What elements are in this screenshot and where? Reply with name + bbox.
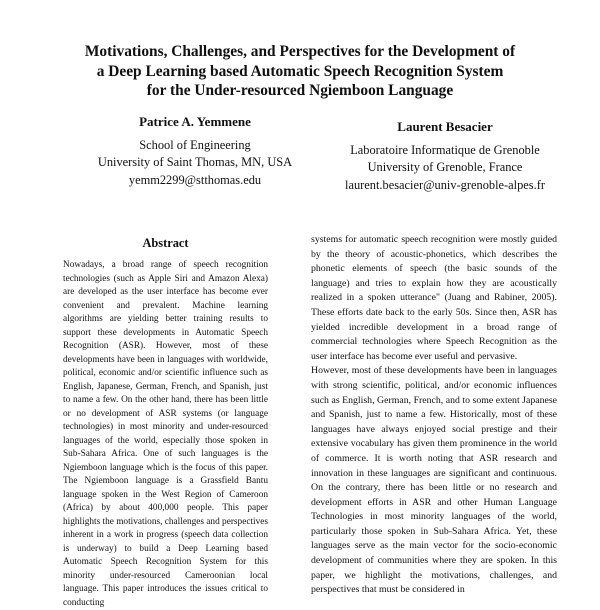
author-email: laurent.besacier@univ-grenoble-alpes.fr [345,177,545,192]
author-affiliation: Laboratoire Informatique de Grenoble [350,142,540,157]
paper-title-line-3: for the Under-resourced Ngiemboon Language [146,82,454,99]
body-paragraph-1: systems for automatic speech recognition were mostly guided by the theory of acoustic-phonetics, which describes the phonetic elements of speech (the basic sounds of the language) and tries to explain how they are acoustically realized in a spoken utterance" (Juang and Rabiner, 2005). These efforts date back to the early 50s. Since then, ASR has yielded incredible development in a broad range of commercial technologies where Speech Recognition as the user interface has become ever useful and pervasive. [311,234,557,362]
author-affiliation: School of Engineering [139,137,251,152]
author-name: Laurent Besacier [397,119,493,134]
paper-title [40,42,560,101]
author-affiliation: University of Saint Thomas, MN, USA [97,155,293,169]
abstract-column [63,236,268,610]
abstract-text: Nowadays, a broad range of speech recognition technologies (such as Apple Siri and Amazon Alexa) are developed as the user interface has become ever convenient and prevalent. Machine learning algorithms are yielding better training results to support these developments in Automatic Speech Recognition (ASR). However, most of these developments have been in languages with worldwide, political, economic and/or scientific influence such as English, Japanese, German, French, and Spanish, just to name a few. On the other hand, there has been little or no development of ASR systems (or language technologies) in most minority and under-resourced languages of the world, especially those spoken in Sub-Sahara Africa. One of such languages is the Ngiemboon language which is the focus of this paper. The Ngiemboon language is a Grassfield Bantu language spoken in the West Region of Cameroon (Africa) by about 400,000 people. This paper highlights the motivations, challenges and perspectives inherent in a work in progress (speech data collection is underway) to build a Deep Learning based Automatic Speech Recognition System for this minority under-resourced Cameroonian local language. This paper introduces the issues critical to conducting [63,260,269,608]
author-block-1 [80,113,310,189]
paper-title-line-2: a Deep Learning based Automatic Speech Recognition System [96,62,504,80]
body-paragraph-2: However, most of these developments have been in languages with strong scientific, political, and/or economic influences such as English, German, French, and to some extent Japanese and Spanish, just to name a few. Historically, most of these languages have always enjoyed social prestige and their extensive vocabulary has given them prominence in the world of commerce. It is worth noting that ASR research and innovation in these languages are significant and continuous. On the contrary, there has been little or no research and development efforts in ASR and other Human Language Technologies in most minority languages of the world, particularly those spoken in Sub-Sahara Africa. Yet, these languages serve as the main vector for the socio-economic development of communities where they are spoken. In this paper, we highlight the motivations, challenges, and perspectives that must be considered in [311,365,557,596]
author-email: yemm2299@stthomas.edu [128,172,262,187]
author-affiliation: University of Grenoble, France [367,160,523,174]
body-column [311,233,557,598]
author-block-2 [325,118,565,194]
paper-title-line-1: Motivations, Challenges, and Perspectives for the Development of [84,43,516,60]
abstract-heading: Abstract [142,236,189,250]
author-name: Patrice A. Yemmene [139,114,251,129]
